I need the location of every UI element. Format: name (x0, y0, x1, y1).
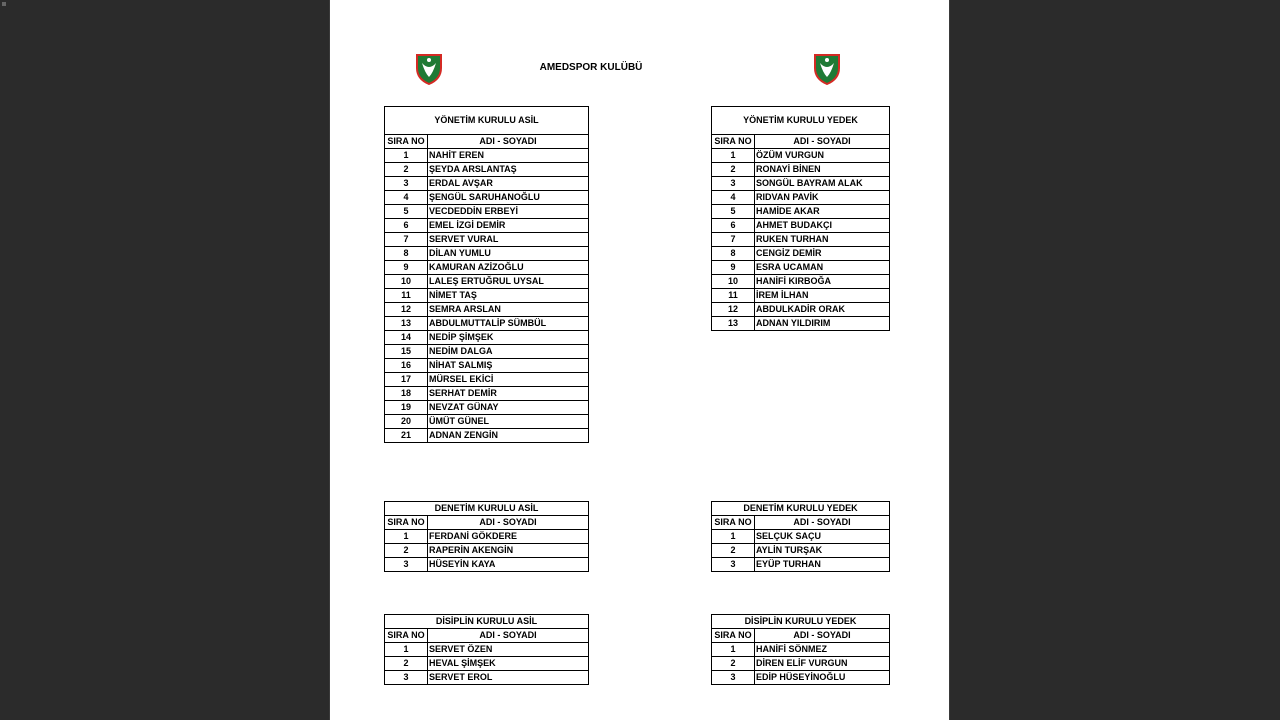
member-name: NEDİP ŞİMŞEK (428, 331, 589, 345)
club-title: AMEDSPOR KULÜBÜ (539, 62, 643, 73)
row-number: 13 (712, 317, 755, 331)
amedspor-crest-icon (414, 51, 444, 85)
row-number: 1 (712, 643, 755, 657)
member-name: SELÇUK SAÇU (755, 530, 890, 544)
row-number: 1 (712, 149, 755, 163)
table-row (712, 205, 890, 219)
column-header-no: SIRA NO (385, 135, 428, 149)
member-name: NEDİM DALGA (428, 345, 589, 359)
row-number: 2 (712, 657, 755, 671)
row-number: 2 (712, 544, 755, 558)
member-name: ADNAN YILDIRIM (755, 317, 890, 331)
table-title: DİSİPLİN KURULU ASİL (385, 615, 589, 629)
row-number: 10 (712, 275, 755, 289)
table-row (385, 401, 589, 415)
member-name: ABDULMUTTALİP SÜMBÜL (428, 317, 589, 331)
row-number: 12 (385, 303, 428, 317)
table-row (712, 303, 890, 317)
row-number: 16 (385, 359, 428, 373)
row-number: 2 (385, 544, 428, 558)
table-row (385, 177, 589, 191)
member-name: HAMİDE AKAR (755, 205, 890, 219)
viewer-corner-mark (2, 2, 6, 6)
row-number: 8 (712, 247, 755, 261)
member-name: SERVET VURAL (428, 233, 589, 247)
table-row (385, 275, 589, 289)
member-name: DİREN ELİF VURGUN (755, 657, 890, 671)
row-number: 3 (712, 671, 755, 685)
member-name: DİLAN YUMLU (428, 247, 589, 261)
member-name: VECDEDDİN ERBEYİ (428, 205, 589, 219)
column-header-name: ADI - SOYADI (755, 135, 890, 149)
table-row (385, 643, 589, 657)
member-name: ESRA UCAMAN (755, 261, 890, 275)
table-row (385, 359, 589, 373)
column-header-name: ADI - SOYADI (428, 135, 589, 149)
table-title: YÖNETİM KURULU ASİL (385, 107, 589, 135)
row-number: 10 (385, 275, 428, 289)
member-name: NAHİT EREN (428, 149, 589, 163)
table-row (712, 149, 890, 163)
member-name: ADNAN ZENGİN (428, 429, 589, 443)
row-number: 11 (712, 289, 755, 303)
member-name: ÖZÜM VURGUN (755, 149, 890, 163)
column-header-name: ADI - SOYADI (428, 629, 589, 643)
member-name: EDİP HÜSEYİNOĞLU (755, 671, 890, 685)
member-name: İREM İLHAN (755, 289, 890, 303)
member-name: FERDANİ GÖKDERE (428, 530, 589, 544)
table-row (385, 303, 589, 317)
table-row (712, 163, 890, 177)
table-row (385, 544, 589, 558)
member-name: AHMET BUDAKÇI (755, 219, 890, 233)
amedspor-crest-icon (812, 51, 842, 85)
table-row (385, 289, 589, 303)
table-row (385, 149, 589, 163)
row-number: 5 (385, 205, 428, 219)
table-title: YÖNETİM KURULU YEDEK (712, 107, 890, 135)
table-row (385, 657, 589, 671)
board-principal-table (384, 106, 589, 443)
audit-principal-table (384, 501, 589, 572)
board-substitute-table (711, 106, 890, 331)
row-number: 4 (712, 191, 755, 205)
row-number: 2 (385, 657, 428, 671)
table-row (712, 261, 890, 275)
table-row (712, 289, 890, 303)
audit-substitute-table (711, 501, 890, 572)
member-name: HANİFİ KIRBOĞA (755, 275, 890, 289)
row-number: 3 (385, 177, 428, 191)
member-name: ABDULKADİR ORAK (755, 303, 890, 317)
row-number: 4 (385, 191, 428, 205)
table-row (712, 233, 890, 247)
row-number: 1 (385, 530, 428, 544)
table-row (385, 558, 589, 572)
table-row (385, 163, 589, 177)
member-name: SERVET EROL (428, 671, 589, 685)
table-row (385, 373, 589, 387)
row-number: 12 (712, 303, 755, 317)
row-number: 5 (712, 205, 755, 219)
row-number: 2 (712, 163, 755, 177)
row-number: 11 (385, 289, 428, 303)
table-row (712, 191, 890, 205)
member-name: EMEL İZGİ DEMİR (428, 219, 589, 233)
table-row (385, 530, 589, 544)
table-row (385, 671, 589, 685)
row-number: 7 (712, 233, 755, 247)
member-name: SERVET ÖZEN (428, 643, 589, 657)
table-title: DİSİPLİN KURULU YEDEK (712, 615, 890, 629)
table-row (385, 317, 589, 331)
discipline-substitute-table (711, 614, 890, 685)
row-number: 13 (385, 317, 428, 331)
row-number: 20 (385, 415, 428, 429)
member-name: HEVAL ŞİMŞEK (428, 657, 589, 671)
member-name: SONGÜL BAYRAM ALAK (755, 177, 890, 191)
table-row (385, 387, 589, 401)
table-row (712, 317, 890, 331)
member-name: RAPERİN AKENGİN (428, 544, 589, 558)
row-number: 2 (385, 163, 428, 177)
table-row (712, 671, 890, 685)
member-name: NİMET TAŞ (428, 289, 589, 303)
member-name: KAMURAN AZİZOĞLU (428, 261, 589, 275)
member-name: CENGİZ DEMİR (755, 247, 890, 261)
row-number: 19 (385, 401, 428, 415)
member-name: MÜRSEL EKİCİ (428, 373, 589, 387)
row-number: 14 (385, 331, 428, 345)
column-header-no: SIRA NO (712, 135, 755, 149)
row-number: 18 (385, 387, 428, 401)
row-number: 8 (385, 247, 428, 261)
row-number: 1 (385, 149, 428, 163)
member-name: HANİFİ SÖNMEZ (755, 643, 890, 657)
table-row (712, 177, 890, 191)
discipline-principal-table (384, 614, 589, 685)
row-number: 3 (385, 671, 428, 685)
column-header-no: SIRA NO (712, 516, 755, 530)
member-name: HÜSEYİN KAYA (428, 558, 589, 572)
row-number: 1 (712, 530, 755, 544)
table-row (385, 205, 589, 219)
member-name: RONAYİ BİNEN (755, 163, 890, 177)
row-number: 6 (385, 219, 428, 233)
row-number: 17 (385, 373, 428, 387)
column-header-no: SIRA NO (385, 629, 428, 643)
row-number: 3 (385, 558, 428, 572)
column-header-name: ADI - SOYADI (428, 516, 589, 530)
table-row (712, 275, 890, 289)
member-name: NİHAT SALMIŞ (428, 359, 589, 373)
column-header-name: ADI - SOYADI (755, 629, 890, 643)
column-header-no: SIRA NO (712, 629, 755, 643)
column-header-name: ADI - SOYADI (755, 516, 890, 530)
member-name: SERHAT DEMİR (428, 387, 589, 401)
member-name: RUKEN TURHAN (755, 233, 890, 247)
member-name: LALEŞ ERTUĞRUL UYSAL (428, 275, 589, 289)
table-row (712, 558, 890, 572)
member-name: ŞEYDA ARSLANTAŞ (428, 163, 589, 177)
row-number: 15 (385, 345, 428, 359)
table-row (712, 219, 890, 233)
row-number: 6 (712, 219, 755, 233)
table-row (385, 261, 589, 275)
table-title: DENETİM KURULU YEDEK (712, 502, 890, 516)
table-row (385, 331, 589, 345)
table-row (712, 657, 890, 671)
table-row (385, 345, 589, 359)
table-row (385, 219, 589, 233)
member-name: ŞENGÜL SARUHANOĞLU (428, 191, 589, 205)
member-name: SEMRA ARSLAN (428, 303, 589, 317)
member-name: AYLİN TURŞAK (755, 544, 890, 558)
row-number: 21 (385, 429, 428, 443)
member-name: ÜMÜT GÜNEL (428, 415, 589, 429)
member-name: RIDVAN PAVİK (755, 191, 890, 205)
table-row (385, 247, 589, 261)
row-number: 3 (712, 177, 755, 191)
table-row (385, 191, 589, 205)
table-title: DENETİM KURULU ASİL (385, 502, 589, 516)
row-number: 9 (712, 261, 755, 275)
member-name: NEVZAT GÜNAY (428, 401, 589, 415)
row-number: 9 (385, 261, 428, 275)
table-row (385, 415, 589, 429)
table-row (712, 643, 890, 657)
table-row (712, 530, 890, 544)
table-row (712, 247, 890, 261)
table-row (385, 233, 589, 247)
table-row (712, 544, 890, 558)
column-header-no: SIRA NO (385, 516, 428, 530)
table-row (385, 429, 589, 443)
row-number: 7 (385, 233, 428, 247)
member-name: EYÜP TURHAN (755, 558, 890, 572)
row-number: 1 (385, 643, 428, 657)
member-name: ERDAL AVŞAR (428, 177, 589, 191)
row-number: 3 (712, 558, 755, 572)
document-page (330, 0, 949, 720)
